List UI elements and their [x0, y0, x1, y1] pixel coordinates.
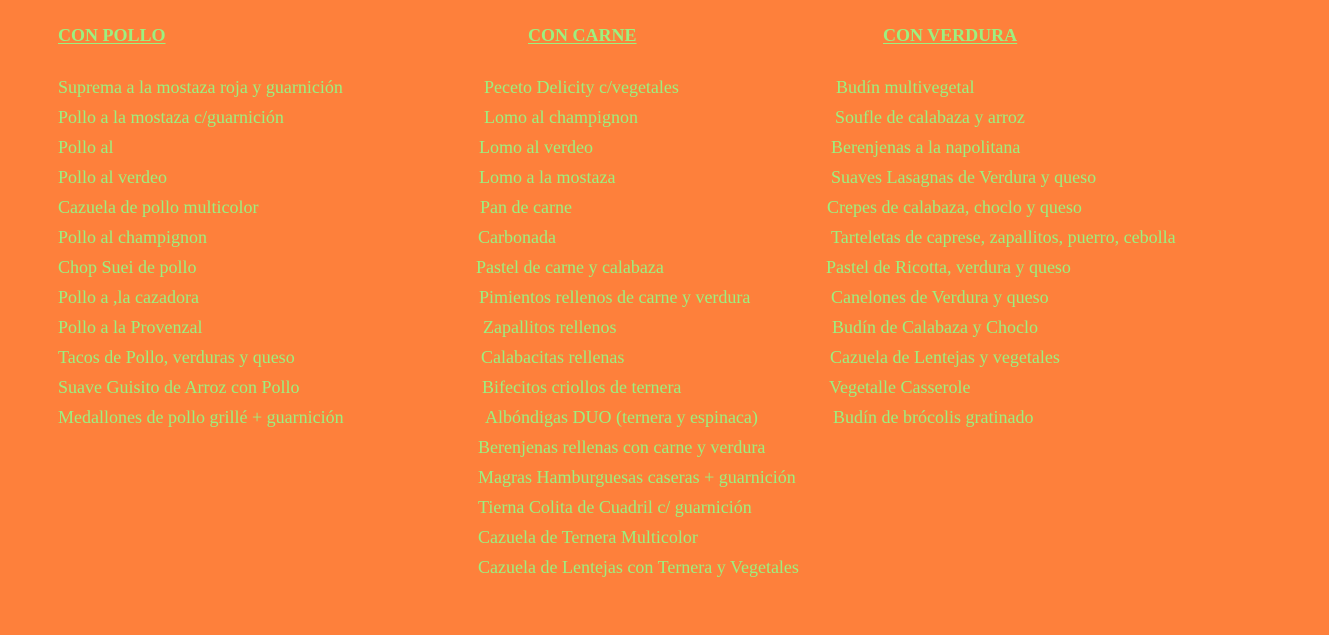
heading-con-verdura: CON VERDURA [883, 25, 1018, 45]
list-item: Pollo a ,la cazadora [58, 287, 199, 307]
list-item: Albóndigas DUO (ternera y espinaca) [485, 407, 758, 427]
list-item: Cazuela de Lentejas con Ternera y Vegetales [478, 557, 799, 577]
list-item: Cazuela de pollo multicolor [58, 197, 259, 217]
list-item: Bifecitos criollos de ternera [482, 377, 682, 397]
list-item: Budín de Calabaza y Choclo [832, 317, 1038, 337]
list-item: Magras Hamburguesas caseras + guarnición [478, 467, 796, 487]
list-item: Cazuela de Ternera Multicolor [478, 527, 698, 547]
list-item: Soufle de calabaza y arroz [835, 107, 1025, 127]
list-item: Pan de carne [480, 197, 572, 217]
list-item: Pollo al verdeo [58, 167, 167, 187]
list-item: Peceto Delicity c/vegetales [484, 77, 679, 97]
list-item: Berenjenas rellenas con carne y verdura [478, 437, 766, 457]
list-item: Cazuela de Lentejas y vegetales [830, 347, 1060, 367]
list-item: Suprema a la mostaza roja y guarnición [58, 77, 343, 97]
list-item: Lomo a la mostaza [479, 167, 616, 187]
heading-con-pollo: CON POLLO [58, 25, 166, 45]
list-item: Pollo al champignon [58, 227, 207, 247]
list-item: Zapallitos rellenos [483, 317, 617, 337]
list-item: Pimientos rellenos de carne y verdura [479, 287, 751, 307]
list-item: Pollo a la mostaza c/guarnición [58, 107, 284, 127]
list-item: Pastel de carne y calabaza [476, 257, 664, 277]
list-item: Berenjenas a la napolitana [831, 137, 1021, 157]
list-con-verdura [826, 72, 1176, 432]
list-con-pollo [58, 72, 344, 432]
list-item: Lomo al champignon [484, 107, 638, 127]
heading-con-carne: CON CARNE [528, 25, 637, 45]
list-item: Suaves Lasagnas de Verdura y queso [831, 167, 1097, 187]
list-item: Canelones de Verdura y queso [831, 287, 1049, 307]
list-item: Budín multivegetal [836, 77, 975, 97]
list-item: Lomo al verdeo [479, 137, 593, 157]
list-item: Suave Guisito de Arroz con Pollo [58, 377, 300, 397]
list-item: Crepes de calabaza, choclo y queso [827, 197, 1082, 217]
list-item: Pastel de Ricotta, verdura y queso [826, 257, 1071, 277]
list-item: Pollo al [58, 137, 114, 157]
list-item: Budín de brócolis gratinado [833, 407, 1034, 427]
list-item: Calabacitas rellenas [481, 347, 625, 367]
list-con-carne [478, 72, 799, 582]
list-item: Tacos de Pollo, verduras y queso [58, 347, 295, 367]
list-item: Chop Suei de pollo [58, 257, 197, 277]
list-item: Carbonada [478, 227, 556, 247]
list-item: Pollo a la Provenzal [58, 317, 203, 337]
list-item: Vegetalle Casserole [829, 377, 971, 397]
list-item: Tierna Colita de Cuadril c/ guarnición [478, 497, 752, 517]
list-item: Tarteletas de caprese, zapallitos, puerro, cebolla [831, 227, 1176, 247]
list-item: Medallones de pollo grillé + guarnición [58, 407, 344, 427]
